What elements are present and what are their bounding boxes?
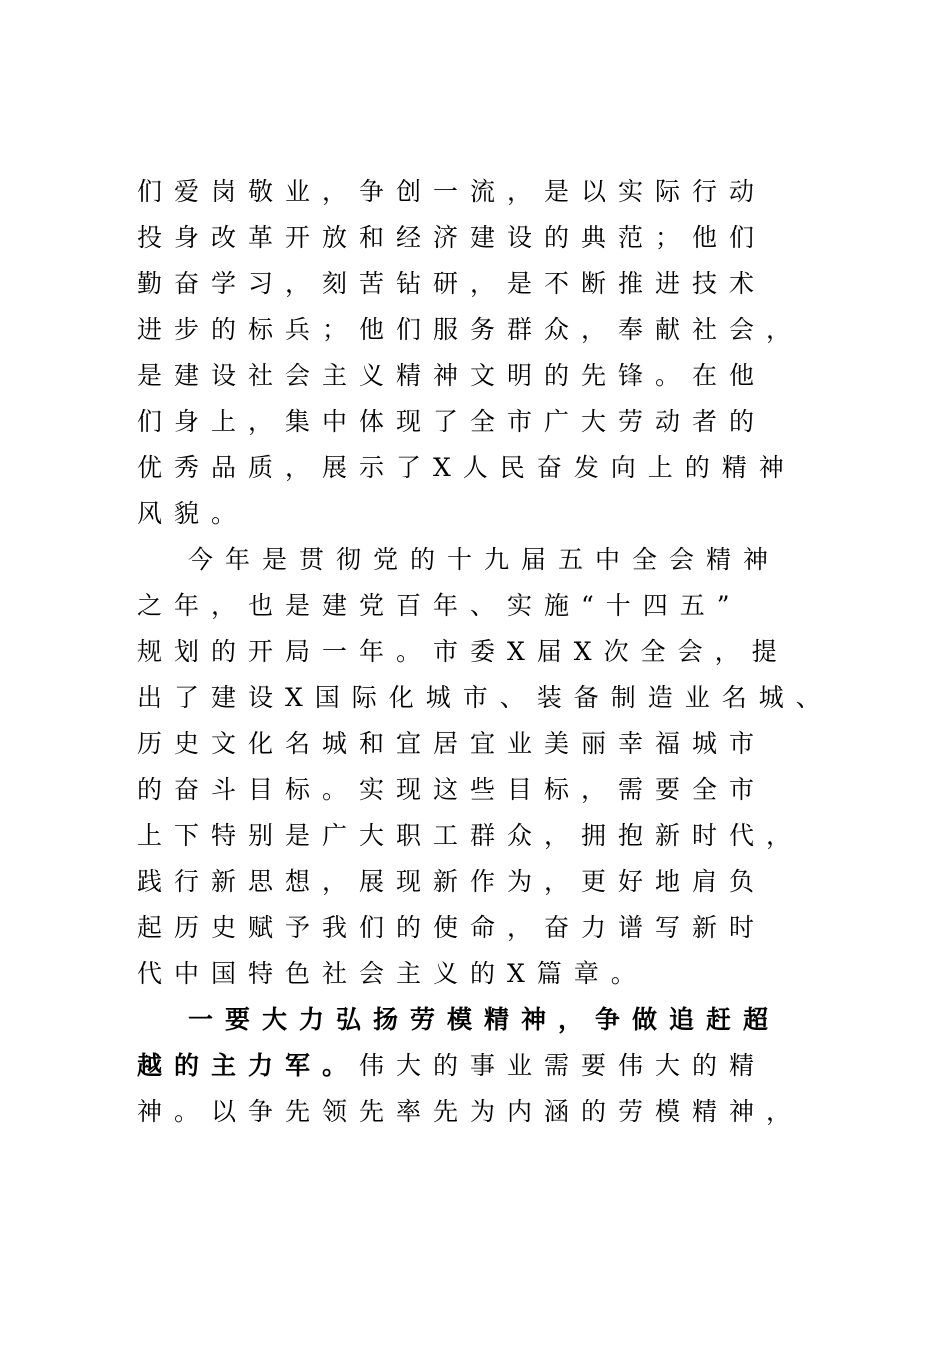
body-text-line: 践行新思想，展现新作为，更好地肩负 — [137, 867, 767, 896]
body-text-line: 历史文化名城和宜居宜业美丽幸福城市 — [137, 729, 767, 758]
bold-heading-tail: 越的主力军。 — [137, 1051, 360, 1080]
body-text-line: 代中国特色社会主义的X篇章。 — [137, 959, 648, 988]
body-text-line: 规划的开局一年。市委X届X次全会，提 — [137, 637, 789, 666]
body-text-line: 进步的标兵；他们服务群众，奉献社会， — [137, 315, 804, 344]
paragraph-first-line: 今年是贯彻党的十九届五中全会精神 — [188, 545, 781, 574]
body-text-line: 们爱岗敬业，争创一流，是以实际行动 — [137, 177, 767, 206]
body-text-line: 之年，也是建党百年、实施“十四五” — [137, 591, 742, 620]
body-text-line: 是建设社会主义精神文明的先锋。在他 — [137, 361, 767, 390]
body-text-line: 风貌。 — [137, 499, 249, 528]
mixed-line — [137, 1046, 766, 1086]
body-text-line: 的奋斗目标。实现这些目标，需要全市 — [137, 775, 767, 804]
bold-heading-line: 一要大力弘扬劳模精神，争做追赶超 — [188, 1005, 781, 1034]
body-text-line: 投身改革开放和经济建设的典范；他们 — [137, 223, 767, 252]
body-text-line: 上下特别是广大职工群众，拥抱新时代， — [137, 821, 804, 850]
body-text-fragment: 伟大的事业需要伟大的精 — [359, 1051, 767, 1080]
body-text-line: 神。以争先领先率先为内涵的劳模精神， — [137, 1097, 804, 1126]
body-text-line: 们身上，集中体现了全市广大劳动者的 — [137, 407, 767, 436]
body-text-line: 出了建设X国际化城市、装备制造业名城、 — [137, 683, 833, 712]
body-text-line: 勤奋学习，刻苦钻研，是不断推进技术 — [137, 269, 767, 298]
body-text-line: 优秀品质，展示了X人民奋发向上的精神 — [137, 453, 796, 482]
body-text-line: 起历史赋予我们的使命，奋力谱写新时 — [137, 913, 767, 942]
